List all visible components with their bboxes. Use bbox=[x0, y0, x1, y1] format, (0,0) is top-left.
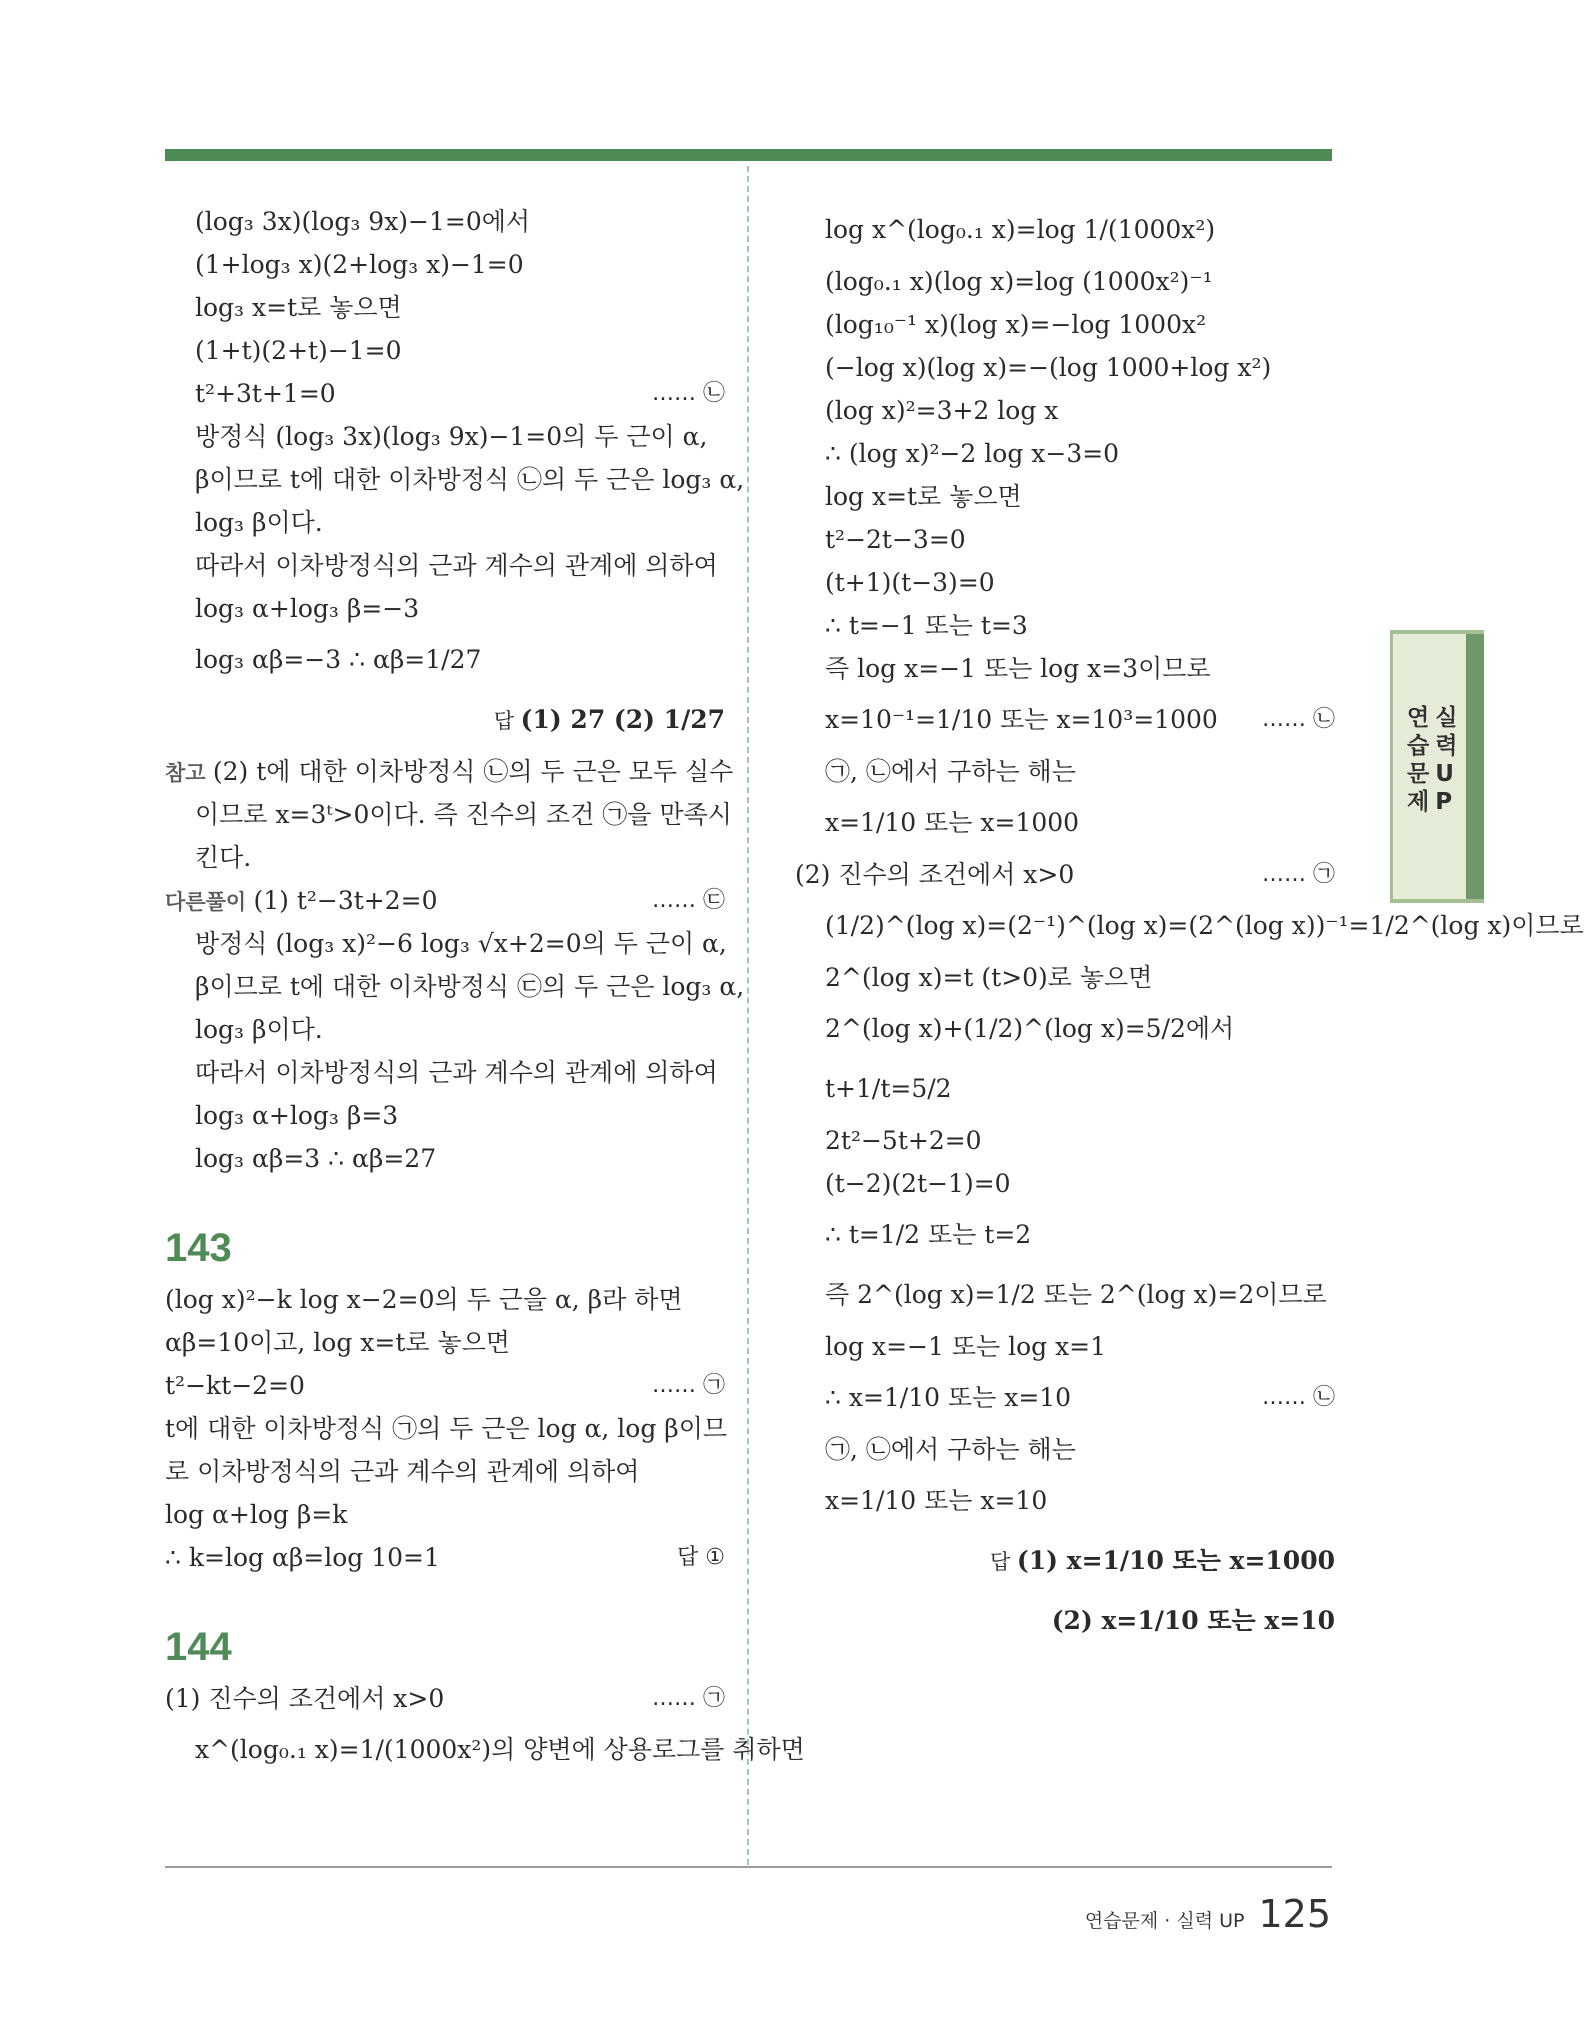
solution-line bbox=[165, 243, 725, 286]
left-column bbox=[165, 200, 805, 1780]
side-tab-char: P bbox=[1435, 789, 1453, 815]
page-number: 125 bbox=[1258, 1892, 1331, 1936]
solution-line bbox=[165, 372, 725, 415]
line-text: x=10⁻¹=1/10 또는 x=10³=1000 bbox=[825, 705, 1218, 734]
solution-line bbox=[795, 303, 1335, 346]
solution-line bbox=[165, 922, 725, 965]
equation-marker: …… ㉢ bbox=[652, 888, 725, 913]
line-text: (log x)²=3+2 log x bbox=[825, 396, 1059, 425]
line-text: t에 대한 이차방정식 ㉠의 두 근은 log α, log β이므 bbox=[165, 1414, 728, 1443]
column-divider bbox=[747, 166, 749, 1865]
solution-line bbox=[795, 793, 1335, 853]
line-text: log x=t로 놓으면 bbox=[825, 482, 1022, 511]
solution-line bbox=[165, 1450, 725, 1493]
line-text: t²−kt−2=0 bbox=[165, 1371, 305, 1400]
chapter-side-tab bbox=[1390, 630, 1484, 903]
solution-line bbox=[165, 415, 725, 458]
solution-line bbox=[165, 501, 725, 544]
line-text: (log₀.₁ x)(log x)=log (1000x²)⁻¹ bbox=[825, 267, 1213, 296]
line-text: 144 bbox=[165, 1625, 232, 1669]
solution-line bbox=[795, 200, 1335, 260]
solution-line bbox=[795, 750, 1335, 793]
footer-section-label: 연습문제 · 실력 UP bbox=[1084, 1910, 1245, 1932]
solution-line bbox=[165, 1008, 725, 1051]
solution-line bbox=[795, 1162, 1335, 1205]
solution-line bbox=[795, 1265, 1335, 1325]
line-text: log x=−1 또는 log x=1 bbox=[825, 1332, 1107, 1361]
equation-marker: …… ㉠ bbox=[652, 1686, 725, 1711]
side-tab-col-2 bbox=[1435, 704, 1457, 816]
solution-line bbox=[795, 1059, 1335, 1119]
solution-line bbox=[795, 956, 1335, 999]
line-text: 로 이차방정식의 근과 계수의 관계에 의하여 bbox=[165, 1457, 640, 1486]
line-text: ∴ x=1/10 또는 x=10 bbox=[825, 1383, 1072, 1412]
solution-line bbox=[795, 896, 1584, 956]
problem-number bbox=[165, 1218, 725, 1278]
solution-line bbox=[795, 1591, 1335, 1651]
solution-line bbox=[165, 1137, 725, 1180]
line-text: (1) 27 (2) 1/27 bbox=[520, 705, 725, 734]
equation-marker: …… ㉡ bbox=[1262, 1385, 1335, 1410]
line-text: log₃ α+log₃ β=3 bbox=[195, 1101, 399, 1130]
line-text: log₃ α+log₃ β=−3 bbox=[195, 594, 420, 623]
solution-line bbox=[795, 999, 1335, 1059]
line-text: 킨다. bbox=[195, 843, 252, 872]
line-text: (log₁₀⁻¹ x)(log x)=−log 1000x² bbox=[825, 310, 1207, 339]
solution-line bbox=[795, 604, 1335, 647]
line-text: log₃ x=t로 놓으면 bbox=[195, 293, 402, 322]
solution-line bbox=[165, 965, 745, 1008]
line-label: 참고 bbox=[165, 761, 213, 785]
line-text: 방정식 (log₃ 3x)(log₃ 9x)−1=0의 두 근이 α, bbox=[195, 422, 708, 451]
line-text: log₃ αβ=3 ∴ αβ=27 bbox=[195, 1144, 437, 1173]
line-text: 따라서 이차방정식의 근과 계수의 관계에 의하여 bbox=[195, 1058, 718, 1087]
solution-line bbox=[795, 1325, 1335, 1368]
line-text: 2^(log x)=t (t>0)로 놓으면 bbox=[825, 963, 1153, 992]
line-text: t+1/t=5/2 bbox=[825, 1074, 952, 1103]
line-text: 2^(log x)+(1/2)^(log x)=5/2에서 bbox=[825, 1014, 1235, 1043]
side-tab-char: 제 bbox=[1407, 789, 1430, 815]
solution-line bbox=[165, 1094, 725, 1137]
top-header-bar bbox=[165, 149, 1332, 161]
line-text: (1/2)^(log x)=(2⁻¹)^(log x)=(2^(log x))⁻¹=1/2^(log x)이므로 bbox=[825, 911, 1584, 940]
line-text: 143 bbox=[165, 1226, 232, 1270]
side-tab-label bbox=[1407, 704, 1457, 816]
solution-line bbox=[165, 1278, 725, 1321]
line-text: 2t²−5t+2=0 bbox=[825, 1126, 982, 1155]
solution-line bbox=[165, 879, 725, 922]
line-text: (1) t²−3t+2=0 bbox=[253, 886, 438, 915]
line-text: 따라서 이차방정식의 근과 계수의 관계에 의하여 bbox=[195, 551, 718, 580]
line-text: β이므로 t에 대한 이차방정식 ㉡의 두 근은 log₃ α, bbox=[195, 465, 745, 494]
line-text: t²−2t−3=0 bbox=[825, 525, 966, 554]
line-text: β이므로 t에 대한 이차방정식 ㉢의 두 근은 log₃ α, bbox=[195, 972, 745, 1001]
side-tab-char: 력 bbox=[1435, 733, 1458, 759]
line-text: log α+log β=k bbox=[165, 1500, 348, 1529]
solution-line bbox=[795, 260, 1335, 303]
solution-line bbox=[795, 1119, 1335, 1162]
line-text: (2) 진수의 조건에서 x>0 bbox=[795, 860, 1075, 889]
right-column bbox=[795, 200, 1584, 1651]
solution-line bbox=[795, 1428, 1335, 1471]
line-text: (1+log₃ x)(2+log₃ x)−1=0 bbox=[195, 250, 524, 279]
side-tab-char: 문 bbox=[1407, 761, 1430, 787]
equation-marker: …… ㉠ bbox=[652, 1373, 725, 1398]
solution-line bbox=[795, 1205, 1335, 1265]
line-text: 이므로 x=3ᵗ>0이다. 즉 진수의 조건 ㉠을 만족시 bbox=[195, 800, 732, 829]
line-text: (log x)²−k log x−2=0의 두 근을 α, β라 하면 bbox=[165, 1285, 683, 1314]
solution-line bbox=[795, 1471, 1335, 1531]
solution-line bbox=[165, 690, 725, 750]
line-text: (−log x)(log x)=−(log 1000+log x²) bbox=[825, 353, 1272, 382]
solution-line bbox=[165, 630, 725, 690]
line-text: (t+1)(t−3)=0 bbox=[825, 568, 995, 597]
section-spacer bbox=[165, 1180, 725, 1218]
line-text: x=1/10 또는 x=10 bbox=[825, 1486, 1048, 1515]
solution-line bbox=[795, 475, 1335, 518]
line-text: (2) x=1/10 또는 x=10 bbox=[1051, 1606, 1335, 1635]
solution-line bbox=[165, 1720, 805, 1780]
line-text: 즉 2^(log x)=1/2 또는 2^(log x)=2이므로 bbox=[825, 1280, 1327, 1309]
solution-line bbox=[795, 389, 1335, 432]
solution-line bbox=[795, 647, 1335, 690]
solution-line bbox=[795, 1368, 1335, 1428]
side-tab-char: 습 bbox=[1407, 733, 1430, 759]
side-tab-char: 연 bbox=[1407, 705, 1430, 731]
side-tab-strip bbox=[1466, 634, 1484, 899]
side-tab-char: U bbox=[1435, 761, 1454, 787]
line-text: (2) t에 대한 이차방정식 ㉡의 두 근은 모두 실수 bbox=[212, 757, 734, 786]
line-text: (1) 진수의 조건에서 x>0 bbox=[165, 1684, 445, 1713]
line-text: ㉠, ㉡에서 구하는 해는 bbox=[825, 1435, 1076, 1464]
equation-marker: …… ㉡ bbox=[1262, 707, 1335, 732]
line-text: log₃ β이다. bbox=[195, 508, 323, 537]
line-text: ㉠, ㉡에서 구하는 해는 bbox=[825, 757, 1076, 786]
line-text: x^(log₀.₁ x)=1/(1000x²)의 양변에 상용로그를 취하면 bbox=[195, 1735, 805, 1764]
solution-line bbox=[165, 458, 745, 501]
solution-line bbox=[795, 853, 1335, 896]
line-text: (log₃ 3x)(log₃ 9x)−1=0에서 bbox=[195, 207, 531, 236]
line-text: (t−2)(2t−1)=0 bbox=[825, 1169, 1011, 1198]
line-text: (1) x=1/10 또는 x=1000 bbox=[1016, 1546, 1335, 1575]
solution-line bbox=[795, 1531, 1335, 1591]
line-text: (1+t)(2+t)−1=0 bbox=[195, 336, 402, 365]
solution-line bbox=[165, 329, 725, 372]
solution-line bbox=[165, 544, 725, 587]
solution-line bbox=[165, 587, 725, 630]
side-tab-col-1 bbox=[1407, 704, 1429, 816]
line-text: 즉 log x=−1 또는 log x=3이므로 bbox=[825, 654, 1211, 683]
line-text: log₃ β이다. bbox=[195, 1015, 323, 1044]
solution-line bbox=[165, 200, 725, 243]
section-spacer bbox=[165, 1579, 725, 1617]
solution-line bbox=[165, 1536, 725, 1579]
solution-line bbox=[165, 1051, 725, 1094]
solution-line bbox=[165, 1677, 725, 1720]
equation-marker: …… ㉠ bbox=[1262, 862, 1335, 887]
line-text: log₃ αβ=−3 ∴ αβ=1/27 bbox=[195, 645, 482, 674]
equation-marker: …… ㉡ bbox=[652, 381, 725, 406]
problem-number bbox=[165, 1617, 725, 1677]
solution-line bbox=[165, 750, 734, 793]
equation-marker: 답 ① bbox=[677, 1545, 725, 1570]
line-text: ∴ (log x)²−2 log x−3=0 bbox=[825, 439, 1120, 468]
line-label: 다른풀이 bbox=[165, 890, 254, 914]
line-text: log x^(log₀.₁ x)=log 1/(1000x²) bbox=[825, 215, 1216, 244]
line-label: 답 bbox=[989, 1550, 1017, 1574]
solution-line bbox=[165, 1407, 728, 1450]
side-tab-char: 실 bbox=[1435, 705, 1458, 731]
line-text: ∴ t=1/2 또는 t=2 bbox=[825, 1220, 1032, 1249]
line-label: 답 bbox=[493, 709, 521, 733]
line-text: t²+3t+1=0 bbox=[195, 379, 336, 408]
solution-line bbox=[165, 286, 725, 329]
solution-line bbox=[165, 836, 725, 879]
solution-line bbox=[165, 1493, 725, 1536]
line-text: ∴ t=−1 또는 t=3 bbox=[825, 611, 1028, 640]
footer-rule bbox=[165, 1866, 1332, 1868]
solution-line bbox=[795, 690, 1335, 750]
solution-line bbox=[795, 561, 1335, 604]
solution-line bbox=[795, 346, 1335, 389]
solution-line bbox=[165, 793, 732, 836]
line-text: 방정식 (log₃ x)²−6 log₃ √x+2=0의 두 근이 α, bbox=[195, 929, 727, 958]
line-text: x=1/10 또는 x=1000 bbox=[825, 808, 1080, 837]
solution-line bbox=[795, 518, 1335, 561]
solution-line bbox=[165, 1364, 725, 1407]
line-text: ∴ k=log αβ=log 10=1 bbox=[165, 1543, 440, 1572]
solution-line bbox=[795, 432, 1335, 475]
line-text: αβ=10이고, log x=t로 놓으면 bbox=[165, 1328, 510, 1357]
solution-line bbox=[165, 1321, 725, 1364]
page-footer bbox=[1085, 1892, 1331, 1936]
